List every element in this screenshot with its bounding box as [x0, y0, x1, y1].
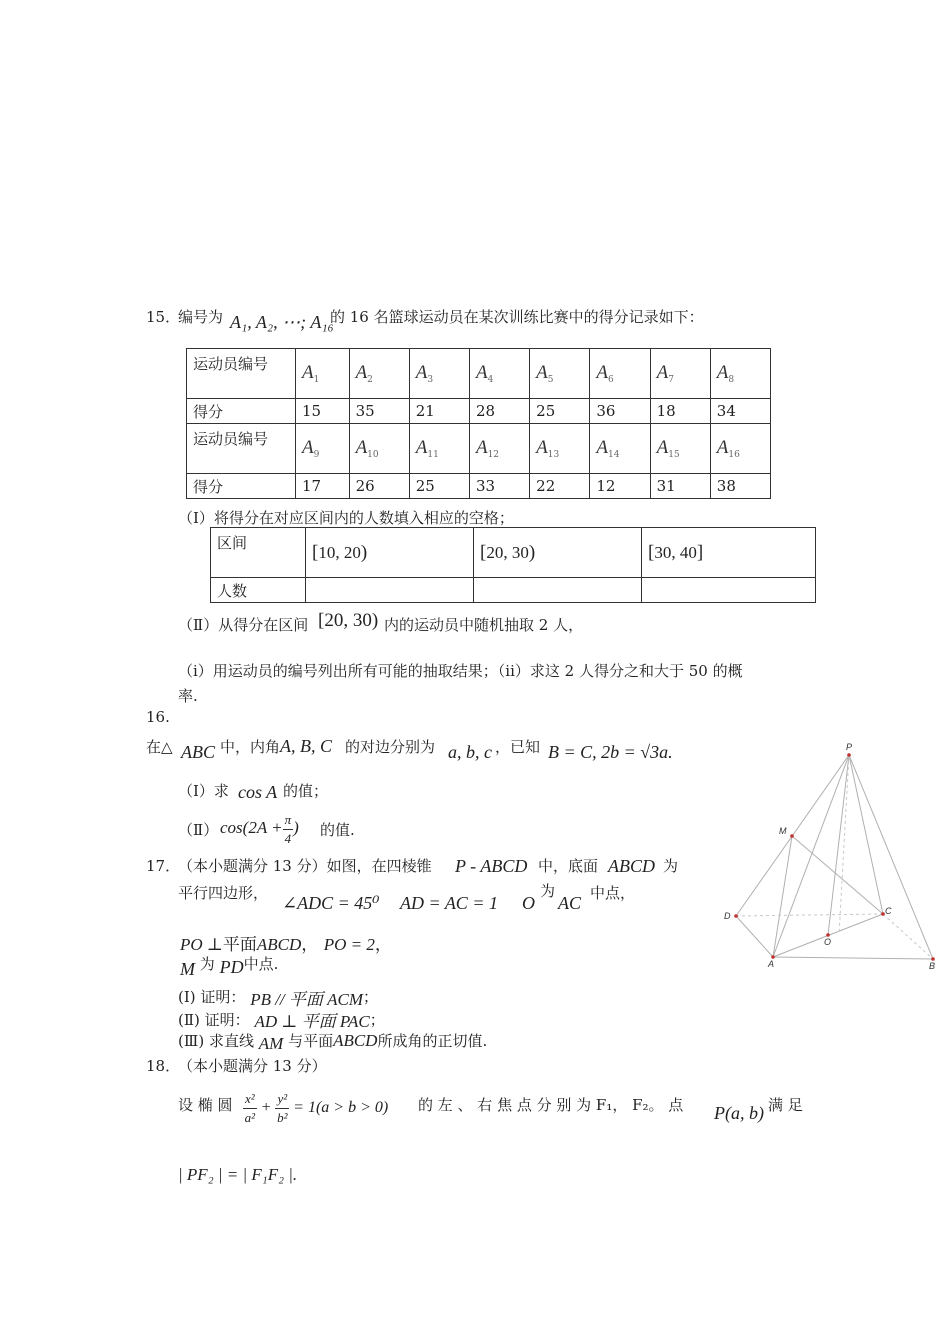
a2: a²	[244, 1110, 256, 1125]
q16-line1-a: 在△	[146, 738, 173, 756]
athlete-symbol: A	[596, 437, 608, 458]
figure-points	[734, 753, 935, 961]
score-cell: 35	[349, 399, 409, 424]
score-cell: 31	[650, 474, 710, 499]
q15-part1: （Ⅰ）将得分在对应区间内的人数填入相应的空格；	[178, 509, 514, 527]
pyramid-edges	[736, 755, 933, 959]
frac-x2-a2	[243, 1090, 257, 1127]
athlete-id-cell	[590, 424, 650, 474]
edge-PO-hidden	[839, 755, 849, 935]
q17-eq: AD = AC = 1	[400, 893, 498, 913]
q17-part3-c: 所成角的正切值.	[377, 1032, 488, 1050]
q17-pyramid: P - ABCD	[455, 856, 528, 876]
pyramid-figure	[718, 738, 943, 970]
athlete-subscript: 3	[427, 375, 434, 385]
q17-part2-expr: AD ⊥ 平面 PAC	[254, 1012, 370, 1031]
athlete-subscript: 12	[487, 450, 500, 460]
label-O: O	[824, 937, 832, 947]
q17-part3	[178, 1030, 487, 1051]
score-cell: 15	[296, 399, 350, 424]
q17-line2-c: 中点，	[590, 884, 636, 902]
pi-num: π	[283, 811, 294, 830]
athlete-id-cell	[409, 349, 469, 399]
q15-part2-interval: [20, 30)	[318, 610, 379, 631]
pi-over-4	[283, 811, 294, 848]
athlete-symbol: A	[475, 362, 488, 383]
edge-DC	[736, 914, 883, 916]
athlete-symbol: A	[656, 437, 669, 458]
q15-sub-i-cont: 率.	[178, 687, 198, 705]
score-cell: 22	[530, 474, 590, 499]
q15-number: 15．	[146, 308, 181, 326]
q17-part1-label: (Ⅰ) 证明：	[178, 988, 246, 1006]
q17-line3	[180, 930, 392, 955]
id-row-label: 运动员编号	[187, 424, 296, 474]
score-cell: 25	[409, 474, 469, 499]
athlete-subscript: 5	[547, 375, 554, 385]
interval-value-2: 20, 30	[486, 542, 529, 562]
score-row-1	[187, 399, 771, 424]
athlete-id-cell	[469, 424, 529, 474]
score-cell: 26	[349, 474, 409, 499]
q17-am: AM	[258, 1034, 284, 1053]
q17-comma-2: ，	[374, 935, 392, 955]
q16-sides: a, b, c	[448, 742, 492, 762]
q16-line1-b: 中，内角	[220, 738, 281, 756]
b2: b²	[277, 1110, 288, 1125]
count-label: 人数	[211, 578, 306, 603]
q18-point: P(a, b)	[714, 1103, 764, 1123]
athlete-subscript: 16	[728, 450, 740, 460]
q18-header: （本小题满分 13 分）	[178, 1057, 327, 1075]
athlete-id-cell	[710, 424, 770, 474]
score-table	[186, 348, 771, 499]
athlete-subscript: 7	[668, 375, 674, 385]
q16-angles: A, B, C	[280, 736, 332, 756]
athlete-symbol: A	[656, 362, 669, 383]
athlete-symbol: A	[415, 362, 428, 383]
interval-value-1: 10, 20	[318, 542, 361, 562]
q18-ellipse	[243, 1090, 388, 1127]
q17-line1-b: 中，底面	[538, 857, 599, 875]
athlete-symbol: A	[716, 437, 729, 458]
q18-eq: = 1(a > b > 0)	[293, 1099, 389, 1117]
q15-part2-after: 内的运动员中随机抽取 2 人，	[384, 616, 584, 634]
score-cell: 33	[469, 474, 529, 499]
q18-line1-b: 的 左 、 右 焦 点 分 别 为 F₁， F₂。 点	[418, 1096, 684, 1114]
q17-base: ABCD	[608, 856, 655, 876]
edge-CB	[883, 914, 933, 959]
q17-o: O	[522, 893, 535, 913]
athlete-id-cell	[349, 424, 409, 474]
count-cell-1[interactable]	[306, 578, 474, 603]
q17-line4	[180, 953, 279, 979]
athlete-subscript: 4	[487, 375, 494, 385]
q18-satisfy: 满 足	[768, 1096, 803, 1114]
edge-PB	[849, 755, 933, 959]
athlete-id-cell	[650, 349, 710, 399]
q17-line2-b: 为	[540, 882, 556, 900]
q18-line1-a: 设 椭 圆	[178, 1096, 233, 1114]
q17-angle: ∠ADC = 45⁰	[282, 893, 380, 913]
q18-number: 18．	[146, 1057, 181, 1075]
athlete-subscript: 6	[607, 375, 614, 385]
interval-table	[210, 527, 816, 603]
point-D	[734, 914, 738, 918]
q15-intro-before: 编号为	[178, 308, 224, 326]
q17-plane: 平面	[222, 935, 257, 955]
athlete-symbol: A	[536, 362, 548, 383]
athlete-symbol: A	[536, 437, 548, 458]
label-M: M	[779, 826, 787, 836]
plus: +	[260, 1099, 272, 1117]
athlete-symbol: A	[596, 362, 608, 383]
q16-abc: ABC	[181, 742, 215, 762]
edge-MC	[792, 836, 883, 914]
frac-y2-b2	[275, 1090, 289, 1127]
score-cell: 28	[469, 399, 529, 424]
q16-part1-expr: cos A	[238, 782, 278, 802]
score-cell: 18	[650, 399, 710, 424]
score-cell: 38	[710, 474, 770, 499]
score-cell: 36	[590, 399, 650, 424]
q16-part1-before: （Ⅰ）求	[178, 782, 229, 800]
q16-line1-c: 的对边分别为	[345, 738, 436, 756]
label-B: B	[929, 961, 936, 970]
count-cell-2[interactable]	[474, 578, 642, 603]
score-row-label: 得分	[187, 474, 296, 499]
y2: y²	[275, 1090, 289, 1109]
athlete-symbol: A	[302, 437, 314, 458]
athlete-id-cell	[349, 349, 409, 399]
point-M	[790, 834, 794, 838]
q17-midpoint: 中点.	[243, 955, 279, 973]
label-D: D	[724, 911, 731, 921]
score-cell: 12	[590, 474, 650, 499]
q18-line2: | PF₂ | = | F₁F₂ |.	[178, 1165, 298, 1184]
athlete-subscript: 9	[313, 450, 320, 460]
q16-part2-before: （Ⅱ）	[178, 821, 219, 839]
athlete-symbol: A	[355, 437, 368, 458]
q15-part2-interval-value: 20, 30	[324, 610, 372, 631]
q16-number: 16.	[146, 708, 170, 726]
q17-m: M	[180, 959, 195, 979]
id-row-1	[187, 349, 771, 399]
interval-cell-2: [20, 30)	[474, 528, 642, 578]
point-P	[847, 753, 851, 757]
pi-den: 4	[284, 830, 292, 846]
q17-line1: （本小题满分 13 分）如图，在四棱锥	[178, 857, 432, 875]
athlete-subscript: 11	[427, 450, 439, 460]
athlete-id-cell	[530, 424, 590, 474]
q15-intro-math: A₁, A₂, ⋯; A₁₆	[230, 312, 334, 332]
athlete-subscript: 15	[668, 450, 680, 460]
q16-part1-after: 的值；	[283, 782, 329, 800]
q15-intro-after: 的 16 名篮球运动员在某次训练比赛中的得分记录如下：	[330, 308, 704, 326]
q17-ac: AC	[558, 893, 582, 913]
interval-cell-1: [10, 20)	[306, 528, 474, 578]
q17-po-perp: PO ⊥	[180, 935, 223, 954]
q16-part2-expr	[220, 808, 299, 848]
athlete-subscript: 2	[367, 375, 373, 385]
q17-part2	[178, 1005, 385, 1030]
label-A: A	[768, 959, 775, 969]
score-row-2	[187, 474, 771, 499]
q17-po-eq: PO = 2	[323, 935, 375, 954]
q17-part1	[178, 982, 378, 1007]
x2: x²	[243, 1090, 257, 1109]
athlete-id-cell	[590, 349, 650, 399]
q17-line1-c: 为	[663, 857, 679, 875]
q17-comma-1: ，	[301, 935, 319, 955]
q17-number: 17．	[146, 857, 181, 875]
athlete-id-cell	[530, 349, 590, 399]
athlete-id-cell	[296, 349, 350, 399]
athlete-id-cell	[409, 424, 469, 474]
q17-part1-expr: PB // 平面 ACM	[250, 990, 364, 1009]
athlete-id-cell	[296, 424, 350, 474]
athlete-symbol: A	[716, 362, 729, 383]
score-cell: 25	[530, 399, 590, 424]
athlete-id-cell	[650, 424, 710, 474]
score-cell: 17	[296, 474, 350, 499]
q17-part3-b: 与平面	[288, 1032, 334, 1050]
athlete-id-cell	[469, 349, 529, 399]
q17-part3-label: (Ⅲ) 求直线	[178, 1032, 254, 1050]
athlete-symbol: A	[415, 437, 428, 458]
q16-part2-expr-a: cos(2A +	[220, 818, 283, 837]
label-C: C	[885, 906, 892, 916]
interval-value-3: 30, 40	[654, 542, 697, 562]
q17-part3-abcd: ABCD	[333, 1031, 378, 1050]
athlete-subscript: 8	[728, 375, 735, 385]
edge-AB	[773, 957, 933, 959]
score-row-label: 得分	[187, 399, 296, 424]
athlete-subscript: 13	[547, 450, 560, 460]
score-cell: 21	[409, 399, 469, 424]
label-P: P	[846, 742, 853, 752]
athlete-subscript: 14	[607, 450, 620, 460]
athlete-symbol: A	[355, 362, 368, 383]
edge-PC	[849, 755, 883, 914]
q17-part2-label: (Ⅱ) 证明：	[178, 1011, 250, 1029]
q16-part2-expr-b: )	[293, 818, 299, 837]
athlete-subscript: 10	[367, 450, 379, 460]
count-cell-3[interactable]	[642, 578, 816, 603]
interval-label: 区间	[211, 528, 306, 578]
id-row-label: 运动员编号	[187, 349, 296, 399]
q16-cond: B = C, 2b = √3a.	[548, 742, 673, 762]
q17-abcd: ABCD	[256, 935, 302, 954]
id-row-2	[187, 424, 771, 474]
q17-part2-semi: ；	[369, 1011, 385, 1029]
q17-m-is: 为	[199, 955, 215, 973]
athlete-subscript: 1	[313, 375, 320, 385]
q17-line2: 平行四边形，	[178, 884, 269, 902]
interval-cell-3: [30, 40]	[642, 528, 816, 578]
q17-part1-semi: ；	[363, 988, 379, 1006]
athlete-symbol: A	[302, 362, 314, 383]
edge-DA	[736, 916, 773, 957]
q16-part2-after: 的值.	[320, 821, 355, 839]
edge-AM	[773, 836, 792, 957]
athlete-id-cell	[710, 349, 770, 399]
athlete-symbol: A	[475, 437, 488, 458]
q17-pd: PD	[219, 957, 244, 977]
q15-part2-before: （Ⅱ）从得分在区间	[178, 616, 309, 634]
q15-sub-i: （i）用运动员的编号列出所有可能的抽取结果；（ii）求这 2 人得分之和大于 50 的概	[178, 662, 743, 680]
q16-line1-d: ，已知	[495, 738, 541, 756]
score-cell: 34	[710, 399, 770, 424]
hidden-edges	[736, 755, 933, 959]
